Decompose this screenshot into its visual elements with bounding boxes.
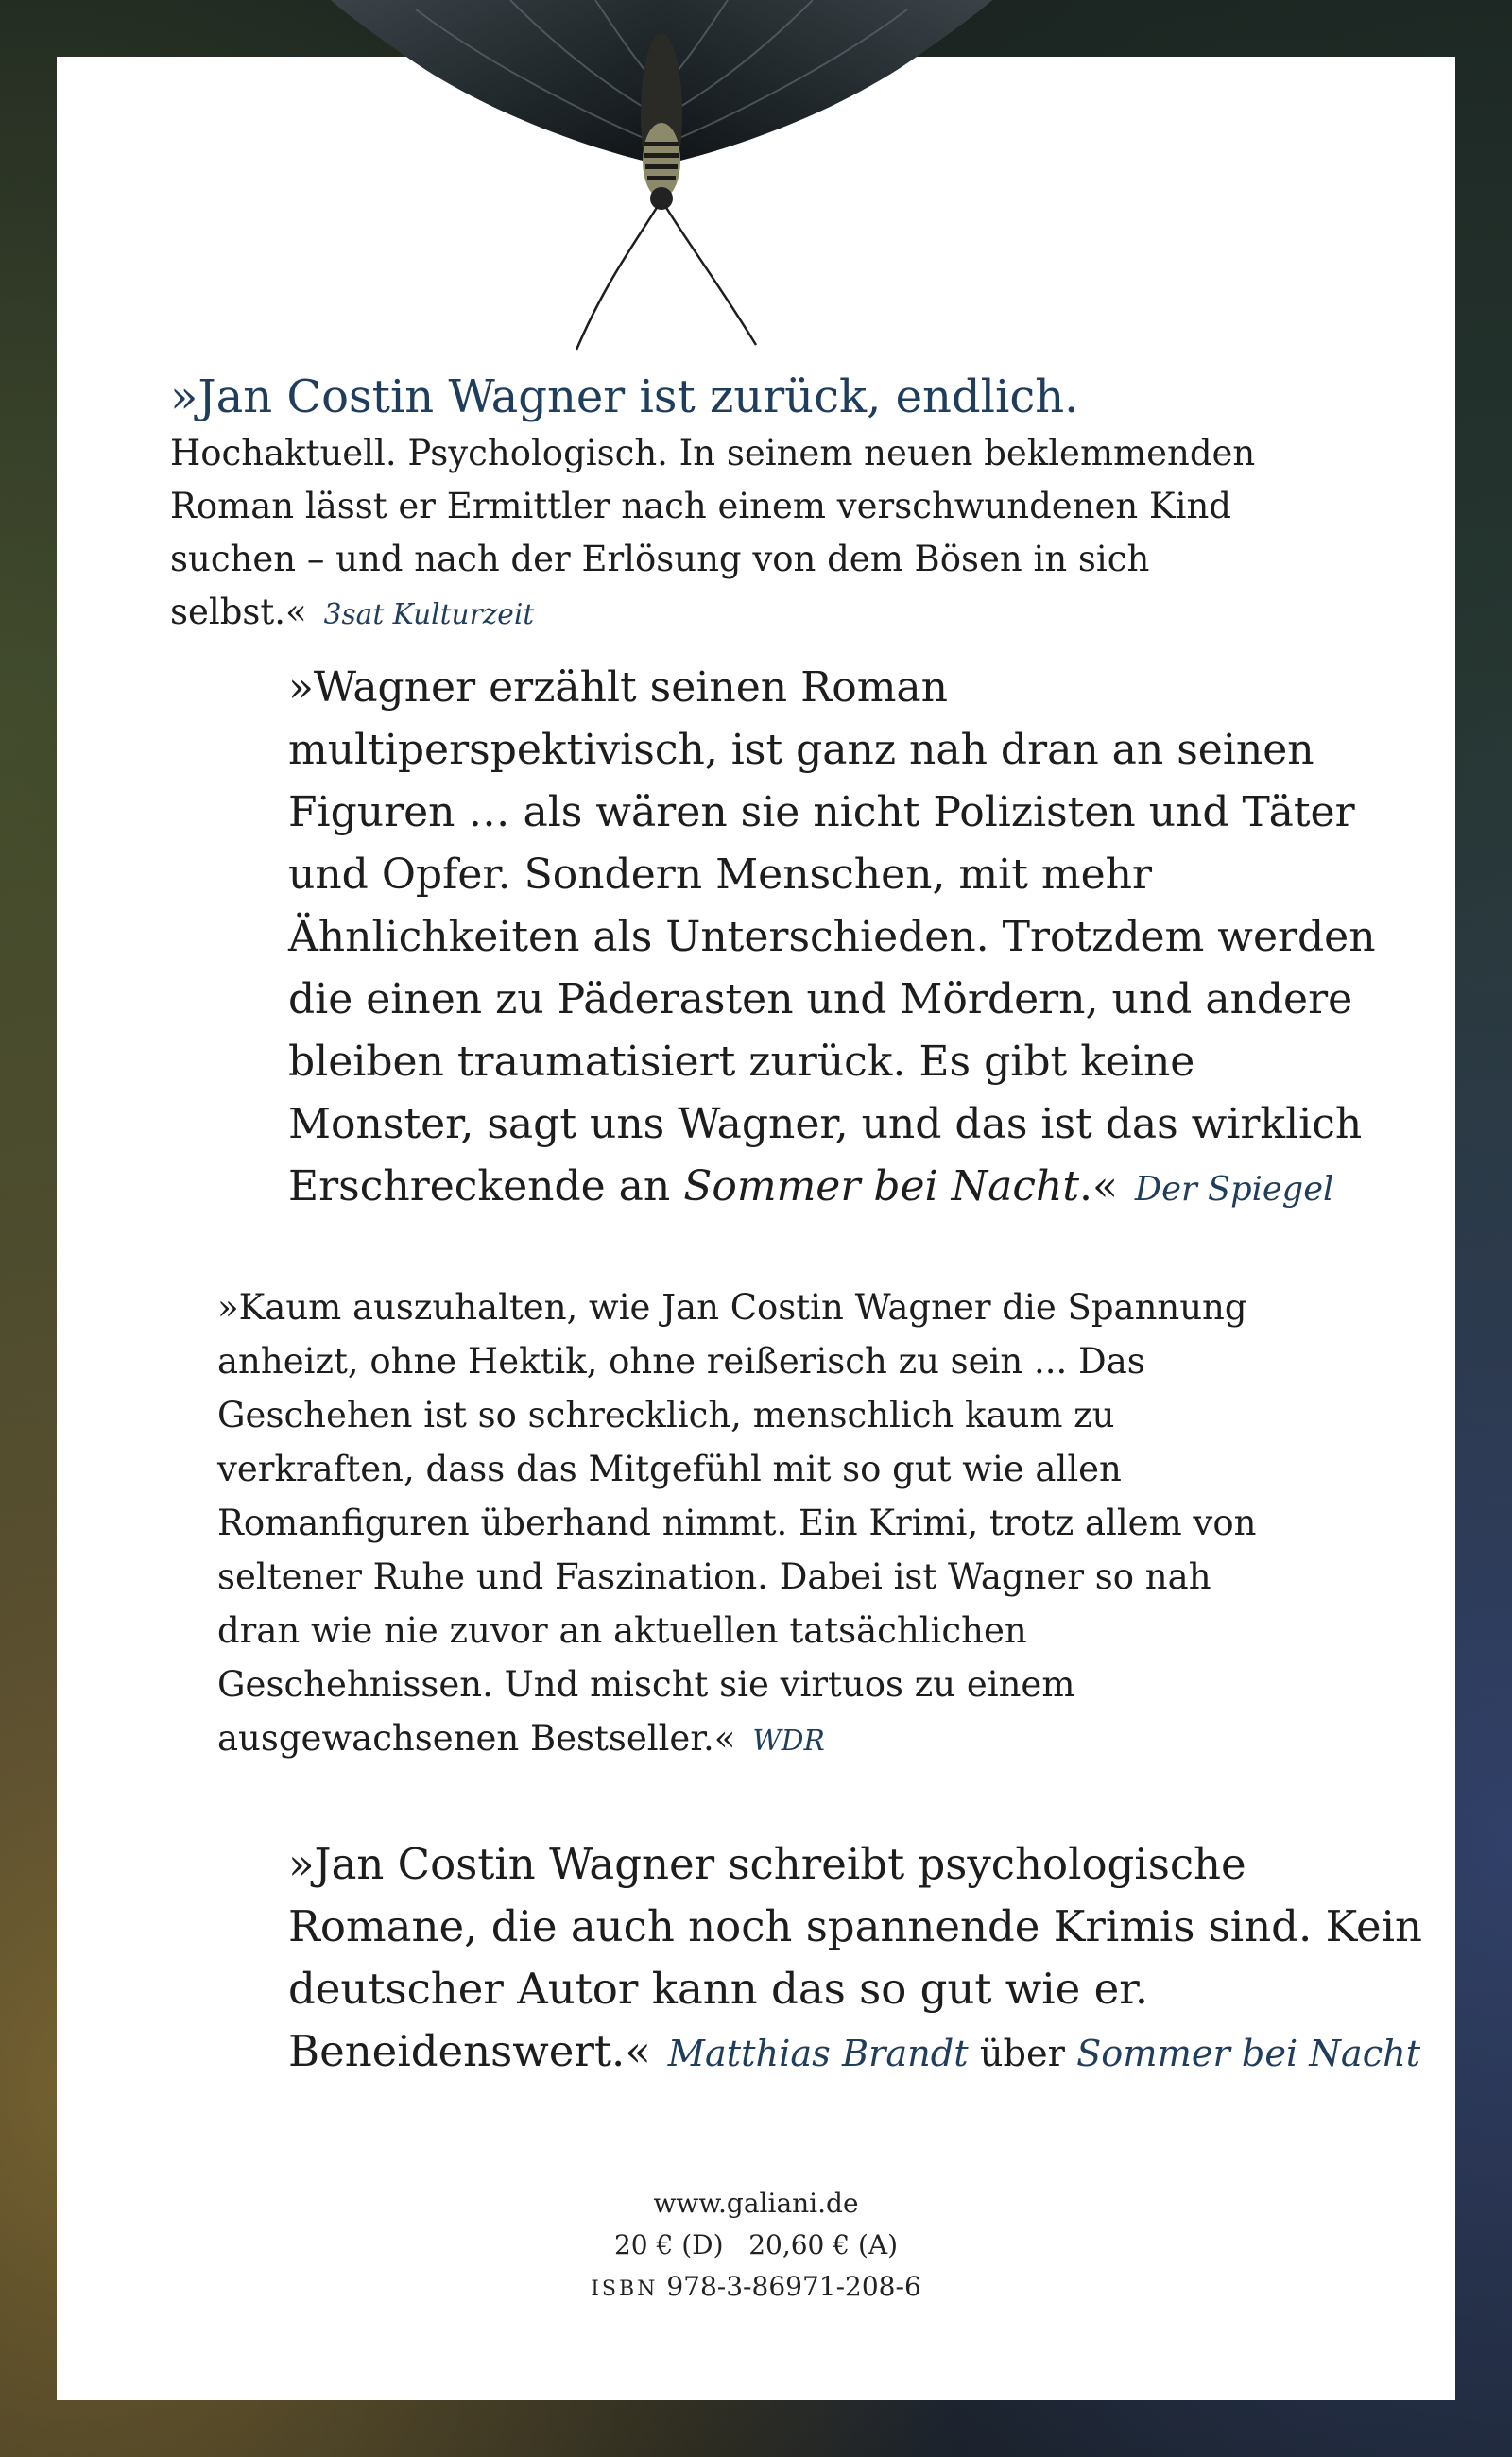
- review-source-brandt: [668, 2033, 1420, 2075]
- price-info: 20 € (D) 20,60 € (A): [613, 2229, 899, 2260]
- review-source-brandt-name: Matthias Brandt: [667, 2033, 969, 2075]
- review-quote-3sat-lead: »Jan Costin Wagner ist zurück, endlich.: [170, 370, 1079, 423]
- review-source-3sat: 3sat Kulturzeit: [323, 598, 535, 630]
- isbn-label: ISBN: [591, 2277, 659, 2301]
- review-source-joiner: über: [979, 2033, 1065, 2075]
- review-quote-brandt-text: »Jan Costin Wagner schreibt psychologische Romane, die auch noch spannende Krimis sind. Kein deutscher Autor kann das so gut wie er. Beneidenswert.«: [288, 1839, 1423, 2076]
- isbn-line: [0, 2266, 1512, 2311]
- review-quote-brandt: [288, 1833, 1422, 2086]
- review-source-brandt-title: Sommer bei Nacht: [1076, 2033, 1421, 2075]
- review-quote-3sat: [170, 370, 1266, 641]
- publisher-footer: [0, 2183, 1512, 2311]
- review-quote-3sat-text: Hochaktuell. Psychologisch. In seinem neuen beklemmenden Roman lässt er Ermittler nach einem verschwundenen Kind suchen – und nach der Erlösung von dem Bösen in sich selbst.«: [170, 433, 1256, 632]
- review-quote-wdr: [217, 1280, 1285, 1768]
- isbn-number: 978-3-86971-208-6: [666, 2271, 921, 2302]
- review-quote-wdr-text: »Kaum auszuhalten, wie Jan Costin Wagner die Spannung anheizt, ohne Hektik, ohne reißerisch zu sein ... Das Geschehen ist so schrecklich, menschlich kaum zu verkraften, dass das Mitgefühl mit so gut wie allen Romanfiguren überhand nimmt. Ein Krimi, trotz allem von seltener Ruhe und Faszination. Dabei ist Wagner so nah dran wie nie zuvor an aktuellen tatsächlichen Geschehnissen. Und mischt sie virtuos zu einem ausgewachsenen Bestseller.«: [217, 1287, 1257, 1759]
- publisher-website: www.galiani.de: [653, 2188, 859, 2219]
- butterfly-illustration: [0, 0, 1512, 359]
- review-source-wdr: WDR: [752, 1725, 825, 1757]
- review-quote-spiegel-end: .«: [1079, 1162, 1118, 1211]
- review-source-spiegel: Der Spiegel: [1134, 1170, 1334, 1209]
- book-title-mention: Sommer bei Nacht: [683, 1162, 1080, 1211]
- review-quote-spiegel: [288, 657, 1384, 1221]
- review-quote-spiegel-text: »Wagner erzählt seinen Roman multiperspektivisch, ist ganz nah dran an seinen Figuren … als wären sie nicht Polizisten und Täter und Opfer. Sondern Menschen, mit mehr Ähnlichkeiten als Unterschieden. Trotzdem werden die einen zu Päderasten und Mördern, und andere bleiben traumatisiert zurück. Es gibt keine Monster, sagt uns Wagner, und das ist das wirklich Erschreckende an: [288, 663, 1376, 1211]
